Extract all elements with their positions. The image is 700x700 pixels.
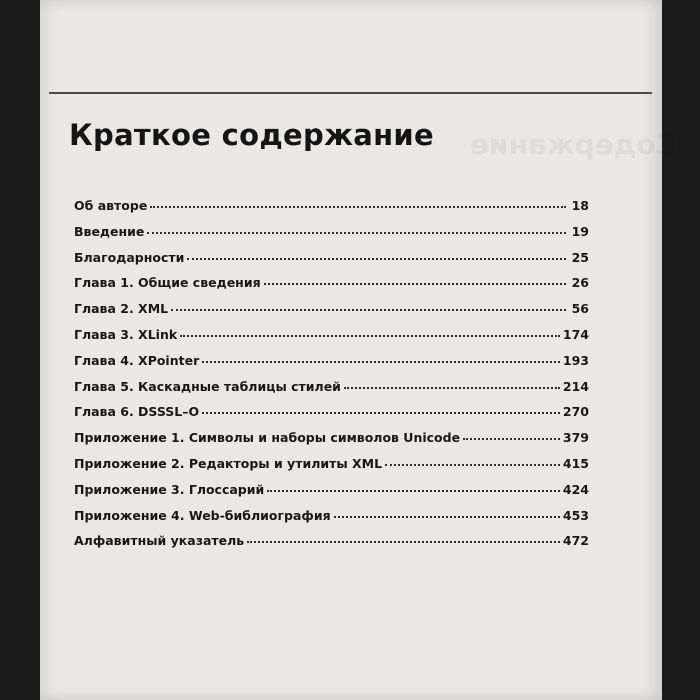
dot-leader — [202, 361, 560, 363]
toc-entry — [74, 301, 589, 327]
toc-entry — [74, 404, 589, 430]
show-through-text: Содержание — [470, 128, 677, 161]
toc-entry — [74, 224, 589, 250]
toc-entry-page: 424 — [562, 481, 589, 497]
page-title: Краткое содержание — [69, 118, 435, 152]
toc-entry-page: 26 — [571, 275, 589, 291]
toc-entry-label: Глава 2. XML — [74, 301, 169, 317]
toc-entry-label: Введение — [74, 223, 145, 239]
toc-entry — [74, 482, 589, 508]
table-of-contents — [74, 198, 589, 559]
dot-leader — [264, 283, 566, 285]
toc-entry-label: Приложение 3. Глоссарий — [74, 481, 265, 497]
dot-leader — [463, 438, 560, 440]
toc-entry-page: 379 — [562, 430, 589, 446]
toc-entry — [74, 533, 589, 559]
toc-entry-page: 18 — [571, 198, 589, 213]
dot-leader — [171, 309, 566, 311]
toc-entry-page: 193 — [562, 352, 589, 368]
toc-entry-page: 415 — [562, 455, 589, 471]
toc-entry-page: 472 — [562, 533, 589, 549]
toc-entry — [74, 379, 589, 405]
dot-leader — [334, 516, 560, 518]
toc-entry-label: Приложение 4. Web-библиография — [74, 507, 331, 523]
toc-entry-label: Глава 4. XPointer — [74, 352, 200, 368]
toc-entry-label: Приложение 1. Символы и наборы символов Unicode — [74, 430, 461, 446]
toc-entry-page: 25 — [571, 249, 589, 265]
toc-entry-page: 174 — [562, 326, 589, 342]
toc-entry-label: Глава 3. XLink — [74, 326, 178, 342]
toc-entry-label: Алфавитный указатель — [74, 533, 245, 549]
toc-entry-label: Глава 1. Общие сведения — [74, 275, 261, 291]
dot-leader — [202, 412, 560, 414]
dot-leader — [180, 335, 560, 337]
dot-leader — [344, 387, 560, 389]
toc-entry-page: 56 — [571, 301, 589, 317]
toc-entry — [74, 430, 589, 456]
toc-entry-label: Глава 6. DSSSL–O — [74, 404, 200, 420]
toc-entry-label: Об авторе — [74, 198, 148, 213]
dot-leader — [147, 232, 566, 234]
toc-entry-label: Приложение 2. Редакторы и утилиты XML — [74, 455, 383, 471]
dot-leader — [150, 206, 566, 208]
toc-entry — [74, 327, 589, 353]
toc-entry-label: Глава 5. Каскадные таблицы стилей — [74, 378, 341, 394]
dot-leader — [267, 490, 560, 492]
toc-entry-page: 270 — [562, 404, 589, 420]
toc-entry-page: 453 — [562, 507, 589, 523]
toc-entry — [74, 353, 589, 379]
dot-leader — [385, 464, 560, 466]
header-rule — [49, 92, 652, 94]
toc-entry — [74, 198, 589, 224]
toc-entry — [74, 456, 589, 482]
dot-leader — [247, 541, 560, 543]
toc-entry-page: 19 — [571, 223, 589, 239]
toc-entry — [74, 508, 589, 534]
dot-leader — [187, 258, 566, 260]
toc-entry — [74, 250, 589, 276]
toc-entry-page: 214 — [562, 378, 589, 394]
book-page — [40, 0, 677, 700]
toc-entry — [74, 275, 589, 301]
toc-entry-label: Благодарности — [74, 249, 185, 265]
